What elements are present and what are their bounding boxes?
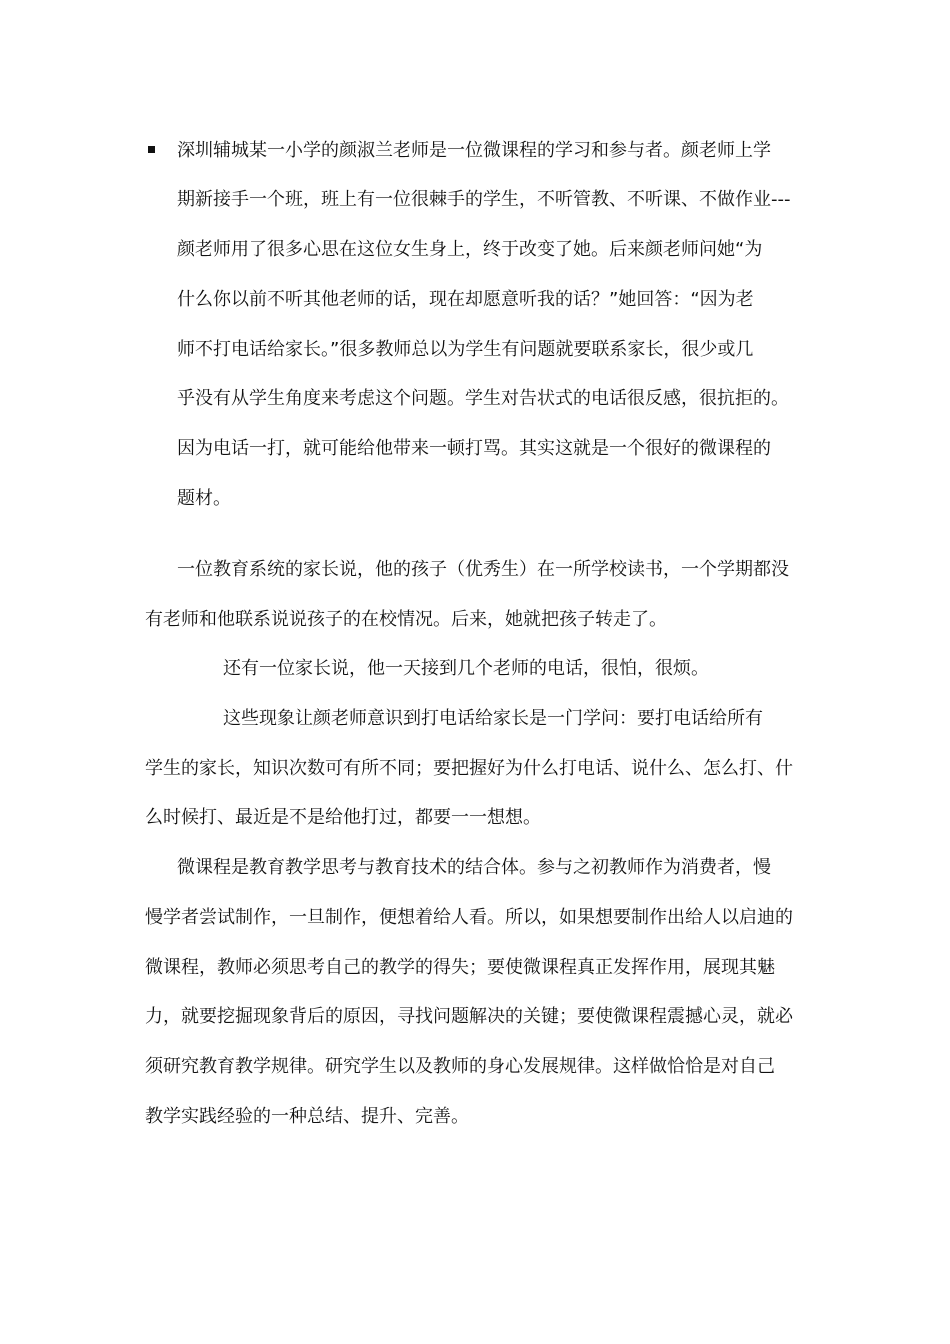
text-line: 教学实践经验的一种总结、提升、完善。 — [145, 1106, 469, 1127]
text-line: 有老师和他联系说说孩子的在校情况。后来，她就把孩子转走了。 — [145, 609, 667, 630]
text-line: 么时候打、最近是不是给他打过，都要一一想想。 — [145, 807, 541, 828]
text-line: 这些现象让颜老师意识到打电话给家长是一门学问：要打电话给所有 — [223, 708, 763, 729]
text-line: 微课程，教师必须思考自己的教学的得失；要使微课程真正发挥作用，展现其魅 — [145, 957, 775, 978]
text-line: 深圳辅城某一小学的颜淑兰老师是一位微课程的学习和参与者。颜老师上学 — [177, 140, 771, 161]
text-line: 乎没有从学生角度来考虑这个问题。学生对告状式的电话很反感，很抗拒的。 — [177, 388, 789, 409]
text-line: 题材。 — [177, 488, 231, 509]
text-line: 慢学者尝试制作，一旦制作，便想着给人看。所以，如果想要制作出给人以启迪的 — [145, 907, 793, 928]
text-line: 还有一位家长说，他一天接到几个老师的电话，很怕，很烦。 — [223, 658, 709, 679]
text-line: 一位教育系统的家长说，他的孩子（优秀生）在一所学校读书，一个学期都没 — [177, 559, 789, 580]
text-line: 微课程是教育教学思考与教育技术的结合体。参与之初教师作为消费者，慢 — [177, 857, 771, 878]
text-line: 力，就要挖掘现象背后的原因，寻找问题解决的关键；要使微课程震撼心灵，就必 — [145, 1006, 793, 1027]
text-line: 什么你以前不听其他老师的话，现在却愿意听我的话？”她回答：“因为老 — [177, 289, 754, 310]
text-line: 师不打电话给家长。”很多教师总以为学生有问题就要联系家长，很少或几 — [177, 339, 754, 360]
text-line: 须研究教育教学规律。研究学生以及教师的身心发展规律。这样做恰恰是对自己 — [145, 1056, 775, 1077]
text-line: 颜老师用了很多心思在这位女生身上，终于改变了她。后来颜老师问她“为 — [177, 239, 763, 260]
text-line: 学生的家长，知识次数可有所不同；要把握好为什么打电话、说什么、怎么打、什 — [145, 758, 793, 779]
text-line: 因为电话一打，就可能给他带来一顿打骂。其实这就是一个很好的微课程的 — [177, 438, 771, 459]
square-bullet-icon — [148, 146, 155, 153]
text-line: 期新接手一个班，班上有一位很棘手的学生，不听管教、不听课、不做作业--- — [177, 189, 791, 210]
